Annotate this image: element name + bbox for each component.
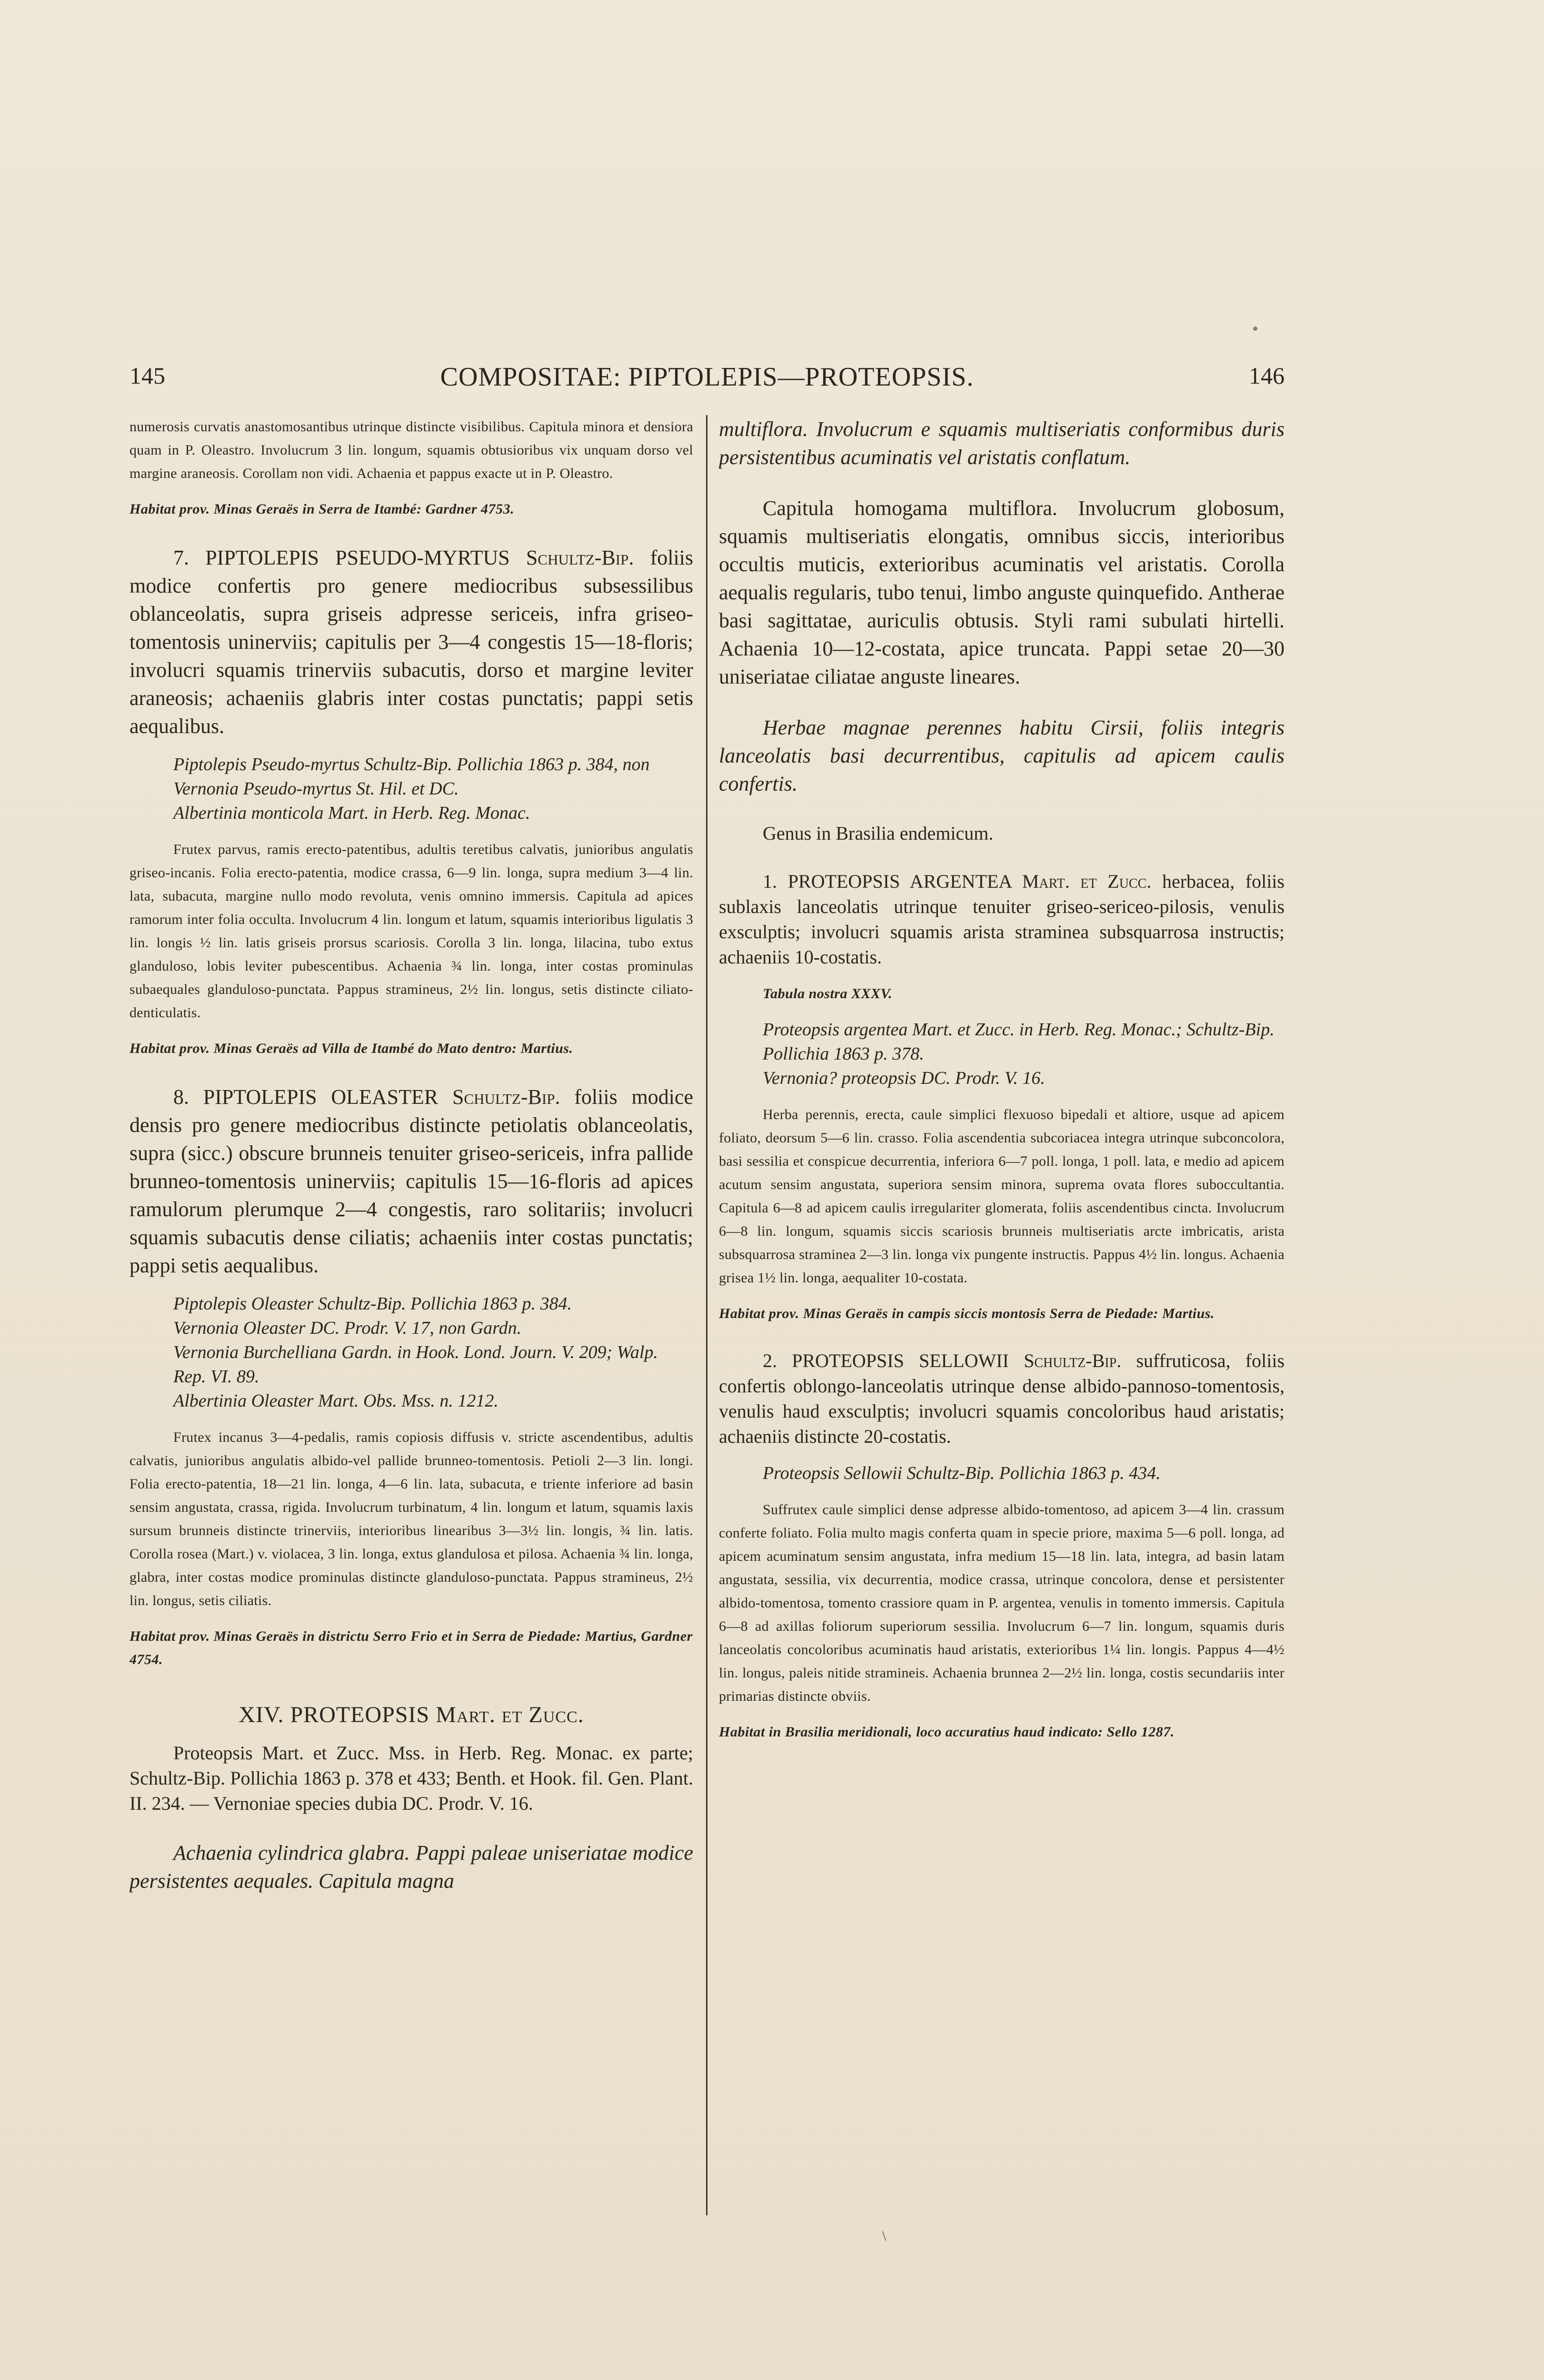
genus-name: XIV. PROTEOPSIS — [239, 1702, 430, 1727]
species-2-synonyms — [719, 1461, 1285, 1486]
species-1-entry — [719, 869, 1285, 970]
genus-diagnosis-continued: multiflora. Involucrum e squamis multiseriatis conformibus duris persistentibus acuminatis vel aristatis conflatum. — [719, 417, 1285, 469]
species-2-entry — [719, 1348, 1285, 1449]
genus-description: Capitula homogama multiflora. Involucrum globosum, squamis multiseriatis elongatis, omnibus siccis, interioribus occultis muticis, exterioribus acuminatis vel aristatis. Corolla aequalis regularis, tubo tenui, limbo anguste quinquefido. Antherae basi sagittatae, auriculis obtusis. Styli rami subulati hirtelli. Achaenia 10—12-costata, apice truncata. Pappi setae 20—30 uniseriatae ciliatae anguste lineares. — [719, 496, 1285, 688]
plate-reference: Tabula nostra XXXV. — [763, 986, 893, 1002]
habitat-note: Habitat in Brasilia meridionali, loco accuratius haud indicato: Sello 1287. — [719, 1724, 1175, 1740]
species-7-author: Schultz-Bip. — [526, 546, 634, 569]
species-7-heading: 7. PIPTOLEPIS PSEUDO-MYRTUS — [173, 546, 510, 569]
synonym-line: Proteopsis argentea Mart. et Zucc. in Herb. Reg. Monac.; Schultz-Bip. Pollichia 1863 p. 378. — [763, 1020, 1275, 1064]
species-1-description: Herba perennis, erecta, caule simplici flexuoso bipedali et altiore, usque ad apicem foliato, deorsum 5—6 lin. crasso. Folia ascendentia subcoriacea integra utrinque subconcolora, basi sessilia et conspicue decurrentia, inferiora 6—7 poll. longa, 1 poll. lata, e medio ad apicem acutum sensim angustata, superiora sensim minora, suprema ovata flores suboccultantia. Capitula 6—8 ad apicem caulis irregulariter glomerata, foliis ascendentibus cincta. Involucrum 6—8 lin. longum, squamis siccis scariosis brunneis multiseriatis arcte imbricatis, arista subsquarrosa straminea 2—3 lin. longa vix pungente instructis. Pappus 4½ lin. longus. Achaenia grisea 1½ lin. longa, aequaliter 10-costata. — [719, 1107, 1285, 1286]
synonym-line: Albertinia monticola Mart. in Herb. Reg. Monac. — [173, 803, 530, 823]
synonym-line: Albertinia Oleaster Mart. Obs. Mss. n. 1212. — [173, 1391, 498, 1411]
species-1-diagnosis: herbacea, foliis sublaxis lanceolatis utrinque tenuiter griseo-sericeo-pilosis, venulis exsculptis; involucri squamis arista straminea subsquarrosa instructis; achaeniis 10-costatis. — [719, 871, 1285, 968]
synonym-line: Vernonia Burchelliana Gardn. in Hook. Lond. Journ. V. 209; Walp. Rep. VI. 89. — [173, 1342, 658, 1387]
species-8-author: Schultz-Bip. — [452, 1085, 560, 1109]
species-8-diagnosis: foliis modice densis pro genere mediocribus distincte petiolatis oblanceolatis, supra (sicc.) obscure brunneis tenuiter griseo-sericeis, infra pallide brunneo-tomentosis uninerviis; capitulis 15—16-floris ad apices ramulorum plerumque 2—4 congestis, raro solitariis; involucri squamis subacutis dense ciliatis; achaeniis inter costas punctatis; pappi setis aequalibus. — [129, 1085, 693, 1277]
description-continued: numerosis curvatis anastomosantibus utrinque distincte visibilibus. Capitula minora et densiora quam in P. Oleastro. Involucrum 3 lin. longum, squamis obtusioribus vix unquam dorso vel margine araneosis. Corollam non vidi. Achaenia et pappus exacte ut in P. Oleastro. — [129, 419, 693, 481]
species-2-description: Suffrutex caule simplici dense adpresse albido-tomentoso, ad apicem 3—4 lin. crassum conferte foliato. Folia multo magis conferta quam in specie priore, maxima 5—6 poll. longa, ad apicem acuminatum sensim angustata, infra medium 15—18 lin. lata, integra, ad basin latam angustata, sessilia, vix decurrentia, modice crassa, utrinque concolora, dense et persistenter albido-tomentosa, tomento crassiore quam in P. argentea, venulis in tomento immersis. Capitula 6—8 ad axillas foliorum superiorum sessilia. Involucrum 6—7 lin. longum, squamis duris lanceolatis concoloribus acuminatis haud aristatis, exterioribus 1¼ lin. longis. Pappus 4—4½ lin. longus, paleis nitide stramineis. Achaenia brunnea 2—2½ lin. longa, costis secundariis inter primarias distincte obviis. — [719, 1502, 1285, 1704]
page-number-left: 145 — [129, 362, 165, 389]
page-number-right: 146 — [1249, 362, 1285, 389]
running-title: COMPOSITAE: PIPTOLEPIS—PROTEOPSIS. — [440, 362, 974, 392]
genus-diagnosis: Achaenia cylindrica glabra. Pappi paleae uniseriatae modice persistentes aequales. Capitula magna — [129, 1841, 693, 1893]
species-1-synonyms — [719, 1018, 1285, 1091]
genus-habit: Herbae magnae perennes habitu Cirsii, foliis integris lanceolatis basi decurrentibus, capitulis ad apicem caulis confertis. — [719, 716, 1285, 795]
left-column — [129, 415, 693, 2229]
species-7-description: Frutex parvus, ramis erecto-patentibus, adultis teretibus calvatis, junioribus angulatis griseo-incanis. Folia erecto-patentia, modice crassa, 6—9 lin. longa, supra medium 3—4 lin. lata, subacuta, margine nullo modo revoluta, venis omnino immersis. Capitula ad apices ramorum inter folia occulta. Involucrum 4 lin. longum et latum, squamis interioribus ligulatis 3 lin. longis ½ lin. latis griseis prorsus scariosis. Corolla 3 lin. longa, lilacina, tubo extus glanduloso, lobis leviter pubescentibus. Achaenia ¾ lin. longa, inter costas prominulas subaequales glanduloso-punctata. Pappus stramineus, 2½ lin. longus, setis distincte ciliato-denticulatis. — [129, 842, 693, 1021]
species-2-heading: 2. PROTEOPSIS SELLOWII — [763, 1350, 1009, 1371]
species-2-diagnosis: suffruticosa, foliis confertis oblongo-lanceolatis utrinque dense albido-pannoso-tomentosis, venulis haud exsculptis; involucri squamis concoloribus haud aristatis; achaeniis distincte 20-costatis. — [719, 1350, 1285, 1447]
habitat-note: Habitat prov. Minas Geraës ad Villa de Itambé do Mato dentro: Martius. — [129, 1041, 573, 1056]
species-7-diagnosis: foliis modice confertis pro genere mediocribus subsessilibus oblanceolatis, supra griseis adpresse sericeis, infra griseo-tomentosis uninerviis; capitulis per 3—4 congestis 15—18-floris; involucri squamis trinerviis subacutis, dorso et margine leviter araneosis; achaeniis glabris inter costas punctatis; pappi setis aequalibus. — [129, 546, 693, 738]
right-column — [719, 415, 1285, 2229]
ink-spot — [1253, 327, 1257, 331]
species-7-entry — [129, 544, 693, 740]
page-header — [129, 362, 1285, 400]
habitat-note: Habitat prov. Minas Geraës in districtu Serro Frio et in Serra de Piedade: Martius, Gardner 4754. — [129, 1628, 693, 1667]
synonym-line: Piptolepis Pseudo-myrtus Schultz-Bip. Pollichia 1863 p. 384, non Vernonia Pseudo-myrtus St. Hil. et DC. — [173, 754, 650, 799]
synonym-line: Proteopsis Sellowii Schultz-Bip. Pollichia 1863 p. 434. — [763, 1463, 1161, 1483]
genus-heading — [129, 1702, 693, 1728]
synonym-line: Piptolepis Oleaster Schultz-Bip. Pollichia 1863 p. 384. — [173, 1294, 572, 1314]
species-8-synonyms — [129, 1292, 693, 1413]
stray-mark: \ — [882, 2228, 887, 2244]
synonym-line: Vernonia? proteopsis DC. Prodr. V. 16. — [763, 1068, 1045, 1088]
column-divider — [706, 415, 707, 2215]
habitat-note: Habitat prov. Minas Geraës in Serra de Itambé: Gardner 4753. — [129, 501, 515, 517]
genus-author: Mart. et Zucc. — [436, 1702, 584, 1727]
habitat-note: Habitat prov. Minas Geraës in campis siccis montosis Serra de Piedade: Martius. — [719, 1306, 1215, 1321]
synonym-line: Vernonia Oleaster DC. Prodr. V. 17, non Gardn. — [173, 1318, 522, 1338]
species-8-entry — [129, 1083, 693, 1279]
species-1-author: Mart. et Zucc. — [1022, 871, 1152, 892]
species-7-synonyms — [129, 753, 693, 825]
genus-distribution: Genus in Brasilia endemicum. — [763, 823, 994, 844]
species-8-heading: 8. PIPTOLEPIS OLEASTER — [173, 1085, 438, 1109]
species-2-author: Schultz-Bip. — [1024, 1350, 1122, 1371]
genus-synonymy: Proteopsis Mart. et Zucc. Mss. in Herb. Reg. Monac. ex parte; Schultz-Bip. Pollichia 1863 p. 378 et 433; Benth. et Hook. fil. Gen. Plant. II. 234. — Vernoniae species dubia DC. Prodr. V. 16. — [129, 1742, 693, 1814]
species-1-heading: 1. PROTEOPSIS ARGENTEA — [763, 871, 1012, 892]
species-8-description: Frutex incanus 3—4-pedalis, ramis copiosis diffusis v. stricte ascendentibus, adultis calvatis, junioribus angulatis albido-vel pallide brunneo-tomentosis. Petioli 2—3 lin. longi. Folia erecto-patentia, 18—21 lin. longa, 4—6 lin. lata, subacuta, e triente inferiore ad basin sensim angustata, crassa, rigida. Involucrum turbinatum, 4 lin. longum et latum, squamis laxis sursum brunneis distincte trinerviis, interioribus linearibus 3—3½ lin. longis, ¾ lin. latis. Corolla rosea (Mart.) v. violacea, 3 lin. longa, extus glandulosa et pilosa. Achaenia ¾ lin. longa, glabra, inter costas modice prominulas distincte glanduloso-punctata. Pappus stramineus, 2½ lin. longus, setis ciliatis. — [129, 1429, 693, 1608]
